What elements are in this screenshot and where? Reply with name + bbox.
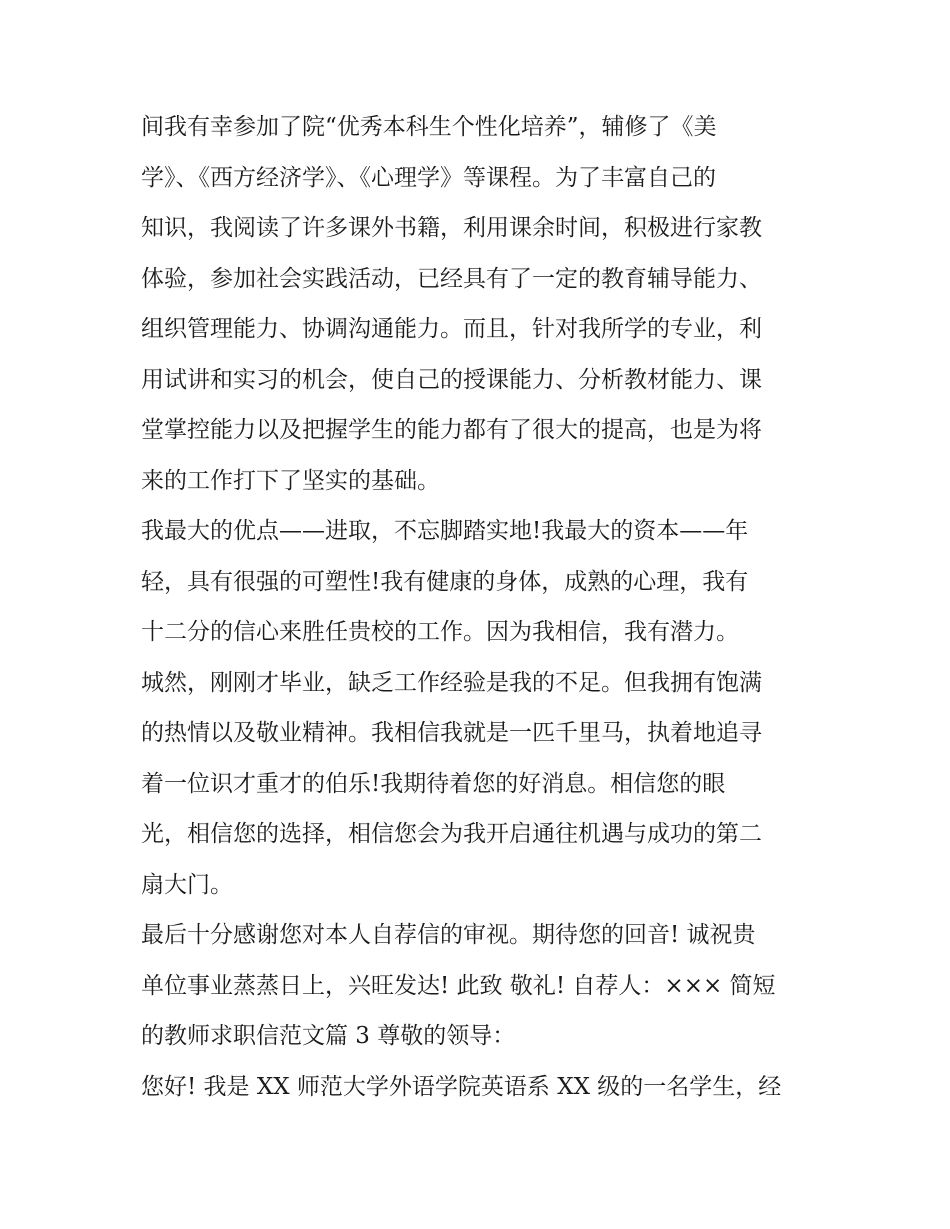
text-line: 您好! 我是 XX 师范大学外语学院英语系 XX 级的一名学生，经 bbox=[141, 1073, 782, 1100]
text-line: 我最大的优点——进取，不忘脚踏实地!我最大的资本——年 bbox=[141, 518, 749, 544]
text-line: 的教师求职信范文篇 3 尊敬的领导： bbox=[141, 1023, 516, 1049]
text-line: 用试讲和实习的机会，使自己的授课能力、分析教材能力、课 bbox=[141, 366, 762, 393]
text-line: 十二分的信心来胜任贵校的工作。因为我相信，我有潜力。 bbox=[141, 619, 739, 645]
text-line: 光，相信您的选择，相信您会为我开启通往机遇与成功的第二 bbox=[141, 821, 762, 847]
text-line: 组织管理能力、协调沟通能力。而且，针对我所学的专业，利 bbox=[141, 316, 762, 342]
text-line: 学》、《西方经济学》、《心理学》等课程。为了丰富自己的 bbox=[141, 164, 716, 191]
text-line: 城然，刚刚才毕业，缺乏工作经验是我的不足。但我拥有饱满 bbox=[141, 669, 762, 696]
text-line: 知识，我阅读了许多课外书籍，利用课余时间，积极进行家教 bbox=[141, 215, 762, 241]
text-line: 的热情以及敬业精神。我相信我就是一匹千里马，执着地追寻 bbox=[141, 720, 762, 746]
text-line: 间我有幸参加了院“优秀本科生个性化培养”，辅修了《美 bbox=[141, 114, 717, 140]
text-line: 轻，具有很强的可塑性!我有健康的身体，成熟的心理，我有 bbox=[141, 568, 749, 595]
text-line: 扇大门。 bbox=[141, 871, 233, 898]
text-line: 最后十分感谢您对本人自荐信的审视。期待您的回音! 诚祝贵 bbox=[141, 922, 756, 948]
document-body bbox=[141, 102, 821, 1112]
text-line: 来的工作打下了坚实的基础。 bbox=[141, 467, 440, 494]
text-line: 单位事业蒸蒸日上，兴旺发达! 此致 敬礼! 自荐人：××× 简短 bbox=[141, 972, 776, 999]
text-line: 体验，参加社会实践活动，已经具有了一定的教育辅导能力、 bbox=[141, 265, 762, 292]
text-line: 堂掌控能力以及把握学生的能力都有了很大的提高，也是为将 bbox=[141, 417, 762, 443]
text-line: 着一位识才重才的伯乐!我期待着您的好消息。相信您的眼 bbox=[141, 770, 726, 797]
